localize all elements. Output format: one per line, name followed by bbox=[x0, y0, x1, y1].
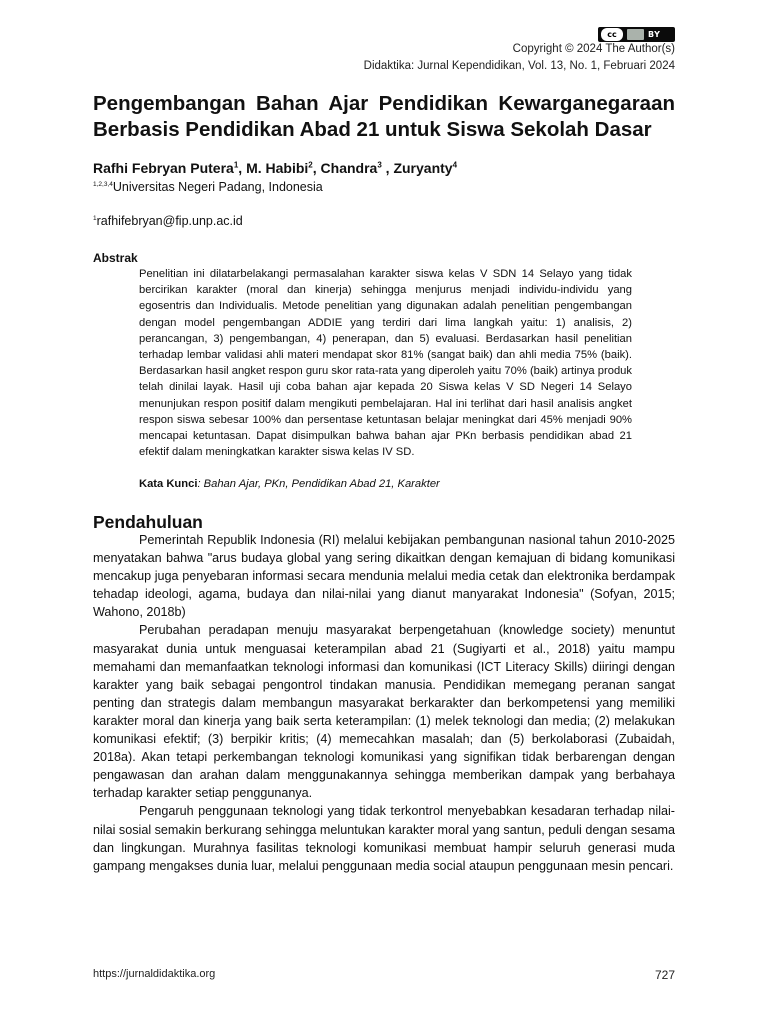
page-number: 727 bbox=[654, 968, 675, 982]
author-name: Zuryanty bbox=[393, 160, 453, 176]
paragraph: Pemerintah Republik Indonesia (RI) melalui kebijakan pembangunan nasional tahun 2010-2025 menyatakan bahwa "arus budaya global yang sering dikaitkan dengan kemajuan di bidang komunikasi mencakup juga penyebaran informasi secara mendunia melalui media cetak dan elektronika berdampak tehadap ideologi, agama, budaya dan nilai-nilai yang dianut manyarakat Indonesia" (Sofyan, 2015; Wahono, 2018b) bbox=[93, 533, 675, 620]
by-person-icon bbox=[627, 29, 644, 40]
keywords-label: Kata Kunci bbox=[139, 478, 198, 490]
email-mark: 1 bbox=[93, 214, 97, 222]
author-name: Chandra bbox=[320, 160, 378, 176]
abstract-heading: Abstrak bbox=[93, 251, 138, 265]
author-affil-mark: 2 bbox=[308, 160, 313, 170]
author-list bbox=[93, 160, 457, 176]
paragraph: Pengaruh penggunaan teknologi yang tidak terkontrol menyebabkan kesadaran terhadap nilai-nilai sosial semakin berkurang sehingga meluntukan karakter moral yang santun, peduli dengan sesama dan lingkungan. Murahnya fasilitas teknologi komunikasi membuat hampir seluruh generasi muda gampang mengakses dunia luar, melalui penggunaan media social ataupun penggunaan mesin pencari. bbox=[93, 804, 675, 873]
affiliation-marks: 1,2,3,4 bbox=[93, 180, 113, 188]
paragraph: Perubahan peradapan menuju masyarakat berpengetahuan (knowledge society) menuntut masyarakat dunia untuk menguasai keterampilan abad 21 (Sugiyarti et al., 2018) yaitu mampu memahami dan memanfaatkan teknologi informasi dan komunikasi (ICT Literacy Skills) diiringi dengan karakter yang baik sebagai pengontrol tindakan manusia. Pendidikan memegang peranan sangat penting dan strategis dalam membangun masyarakat berkarakter dan berkompetensi yang memiliki karakter moral dan kinerja yang baik serta keterampilan: (1) melek teknologi dan media; (2) melakukan komunikasi efektif; (3) berpikir kritis; (4) memecahkan masalah; dan (5) berkolaborasi (Zubaidah, 2018a). Akan tetapi perkembangan teknologi komunikasi yang signifikan tidak berbarengan dengan pengawasan dan arahan dalam menggunakannya sehingga memberikan dampak yang berbahaya terhadap karakter setiap penggunanya. bbox=[93, 623, 675, 801]
affiliation-text: Universitas Negeri Padang, Indonesia bbox=[112, 180, 323, 194]
journal-url-link[interactable]: https://jurnaldidaktika.org bbox=[93, 968, 216, 980]
abstract-text: Penelitian ini dilatarbelakangi permasalahan karakter siswa kelas V SDN 14 Selayo yang tidak bercirikan karakter (moral dan kinerja) sehingga menjurus menjadi individu-individu yang egosentris dan Individualis. Metode penelitian yang digunakan adalah penelitian pengembangan dengan model pengembangan ADDIE yang terdiri dari lima langkah yaitu: 1) analisis, 2) perancangan, 3) pengembangan, 4) penerapan, dan 5) evaluasi. Berdasarkan hasil penelitian terhadap lembar validasi ahli materi mendapat skor 81% (sangat baik) dan ahli media 75% (baik). Berdasarkan hasil angket respon guru skor rata-rata yang diperoleh yaitu 70% (baik) artinya produk telah dinilai layak. Hasil uji coba bahan ajar kepada 20 Siswa kelas V SD Negeri 14 Selayo menunjukan respon positif dalam mengikuti pembelajaran. Hal ini terlihat dari hasil analisis angket respon siswa sebesar 100% dan persentase ketuntasan belajar meningkat dari 45% menjadi 90% mencapai ketuntasan. Dapat disimpulkan bahwa bahan ajar PKn berbasis pendidikan abad 21 efektif dalam meningkatkan karakter siswa kelas IV SD. bbox=[139, 268, 632, 459]
license-label: BY bbox=[648, 30, 661, 39]
author-name: M. Habibi bbox=[246, 160, 309, 176]
author-affil-mark: 3 bbox=[377, 160, 382, 170]
journal-citation: Didaktika: Jurnal Kependidikan, Vol. 13, No. 1, Februari 2024 bbox=[363, 60, 675, 72]
author-name: Rafhi Febryan Putera bbox=[93, 160, 234, 176]
keywords bbox=[139, 478, 440, 490]
author-affil-mark: 4 bbox=[452, 160, 458, 170]
article-title: Pengembangan Bahan Ajar Pendidikan Kewarganegaraan Berbasis Pendidikan Abad 21 untuk Siswa Sekolah Dasar bbox=[93, 92, 675, 141]
author-affil-mark: 1 bbox=[233, 160, 239, 170]
email-text: rafhifebryan@fip.unp.ac.id bbox=[96, 214, 243, 228]
author-separator: , bbox=[312, 160, 321, 176]
cc-icon: cc bbox=[601, 28, 623, 41]
author-separator: , bbox=[238, 160, 247, 176]
affiliation bbox=[93, 180, 323, 194]
section-heading: Pendahuluan bbox=[93, 512, 203, 532]
author-separator: , bbox=[381, 160, 394, 176]
section-body bbox=[93, 531, 675, 875]
corresponding-email[interactable] bbox=[93, 214, 243, 228]
keywords-list: Bahan Ajar, PKn, Pendidikan Abad 21, Karakter bbox=[200, 478, 440, 490]
copyright-line: Copyright © 2024 The Author(s) bbox=[512, 43, 675, 55]
cc-by-license-badge bbox=[598, 27, 675, 42]
keywords-colon: : bbox=[197, 478, 201, 490]
